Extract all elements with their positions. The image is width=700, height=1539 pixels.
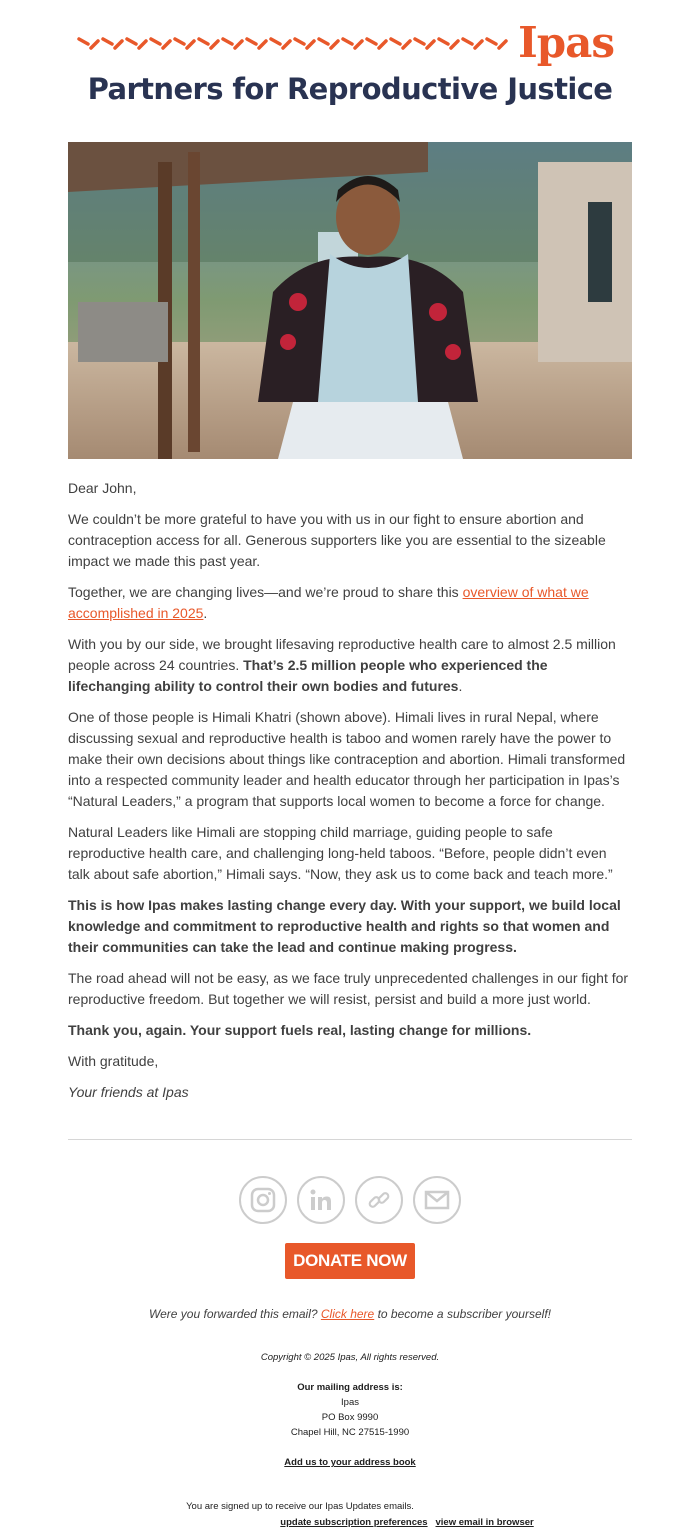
linkedin-link[interactable]	[297, 1176, 345, 1224]
copyright: Copyright © 2025 Ipas, All rights reserved.	[260, 1352, 440, 1363]
paragraph-1: We couldn’t be more grateful to have you with us in our fight to ensure abortion and contraception access for all. Generous supporters like you are essential to the sizeable impact we made this past year.	[68, 511, 606, 569]
website-link[interactable]	[355, 1176, 403, 1224]
text: .	[203, 605, 208, 621]
forward-notice	[0, 1307, 700, 1321]
overview-link[interactable]: overview of what we accomplished in 2025	[68, 584, 589, 621]
address-line: PO Box 9990	[321, 1412, 379, 1423]
donate-now-button[interactable]: DONATE NOW	[285, 1243, 415, 1279]
text: to become a subscriber yourself!	[374, 1307, 551, 1321]
view-in-browser-link[interactable]: view email in browser	[435, 1517, 534, 1528]
paragraph-4: One of those people is Himali Khatri (shown above). Himali lives in rural Nepal, where discussing sexual and reproductive health is taboo and women rarely have the power to make their own decisions about things like contraception and abortion. Himali transformed into a respected community leader and health educator through her participation in Ipas’s “Natural Leaders,” a program that supports local women to become a force for change.	[68, 709, 626, 809]
signature-text: Your friends at Ipas	[68, 1084, 189, 1100]
paragraph-2	[68, 582, 632, 624]
closing: With gratitude,	[68, 1053, 159, 1069]
paragraph-6	[68, 895, 632, 958]
link-icon	[366, 1187, 392, 1213]
instagram-icon	[250, 1187, 276, 1213]
email-link[interactable]	[413, 1176, 461, 1224]
update-preferences-link[interactable]: update subscription preferences	[280, 1517, 428, 1528]
mailing-label: Our mailing address is:	[297, 1382, 403, 1393]
subscribe-link[interactable]: Click here	[320, 1307, 375, 1321]
paragraph-7: The road ahead will not be easy, as we face truly unprecedented challenges in our fight for reproductive freedom. But together we will resist, persist and build a more just world.	[68, 970, 629, 1007]
letter-body	[68, 478, 632, 1113]
address-line: Ipas	[341, 1397, 359, 1408]
tagline: Partners for Reproductive Justice	[87, 72, 613, 106]
text: Together, we are changing lives—and we’re proud to share this	[68, 584, 463, 600]
email-icon	[424, 1187, 450, 1213]
email-header	[70, 18, 630, 106]
bold-text: Thank you, again. Your support fuels real, lasting change for millions.	[68, 1022, 532, 1038]
text: .	[458, 678, 463, 694]
photo-woman-smiling	[68, 142, 632, 459]
bold-text: That’s 2.5 million people who experienced the lifechanging ability to control their own bodies and futures	[68, 657, 548, 694]
paragraph-5: Natural Leaders like Himali are stopping child marriage, guiding people to safe reproductive health care, and challenging long-held taboos. “Before, people didn’t even talk about safe abortion,” Himali says. “Now, they ask us to come back and teach more.”	[68, 824, 613, 882]
address-line: Chapel Hill, NC 27515-1990	[290, 1427, 410, 1438]
divider	[68, 1139, 632, 1140]
signature	[68, 1082, 632, 1103]
bold-text: This is how Ipas makes lasting change every day. With your support, we build local knowledge and commitment to reproductive health and rights so that women and their communities can take the lead and continue making progress.	[68, 897, 621, 955]
paragraph-8	[68, 1020, 632, 1041]
ipas-logo[interactable]	[70, 18, 630, 68]
logo-text: Ipas	[518, 18, 614, 67]
mailing-address	[0, 1380, 700, 1440]
social-links	[239, 1176, 461, 1224]
linkedin-icon	[308, 1187, 334, 1213]
text: With you by our side, we brought lifesaving reproductive health care to almost 2.5 million people across 24 countries.	[68, 636, 616, 673]
signed-up-text: You are signed up to receive our Ipas Updates emails.	[186, 1501, 414, 1512]
dash-pattern-icon	[77, 31, 512, 55]
instagram-link[interactable]	[239, 1176, 287, 1224]
hero-photo[interactable]	[68, 142, 632, 459]
greeting: Dear John,	[68, 480, 137, 496]
address-book-link[interactable]: Add us to your address book	[284, 1457, 416, 1468]
text: Were you forwarded this email?	[149, 1307, 321, 1321]
paragraph-3	[68, 634, 632, 697]
